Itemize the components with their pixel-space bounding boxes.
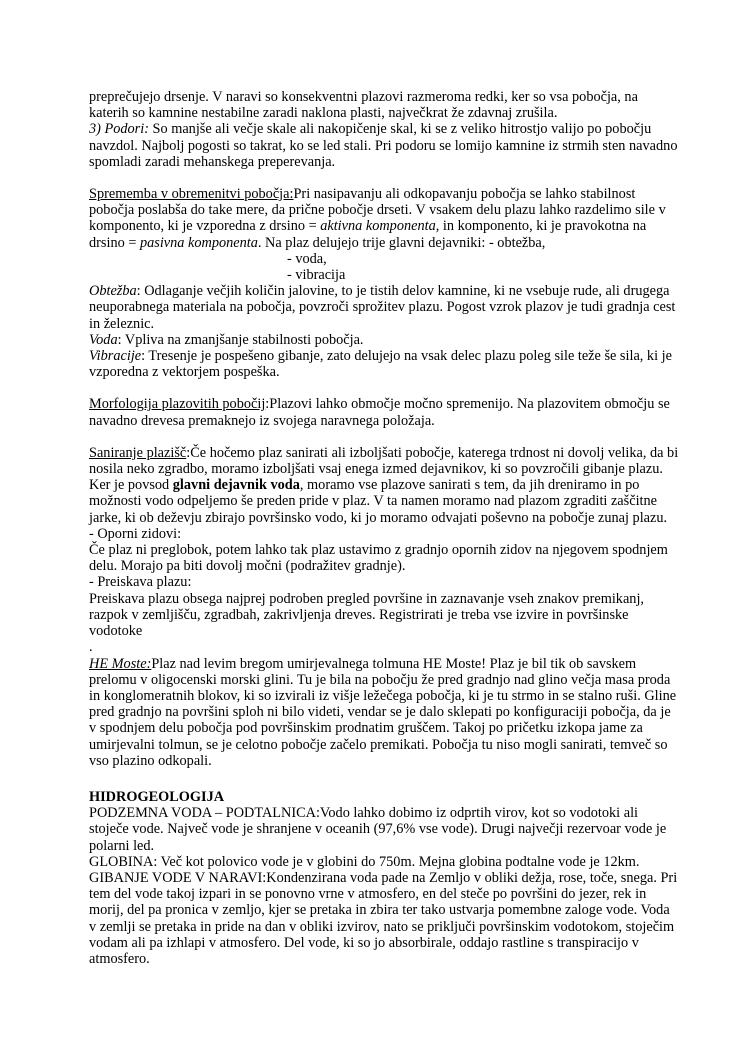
preiskava-label: - Preiskava plazu: bbox=[89, 574, 192, 591]
list-item-voda: - voda, bbox=[287, 250, 327, 267]
paragraph-podzemna-voda: PODZEMNA VODA – PODTALNICA:Vodo lahko dobimo iz odprtih virov, kot so vodotoki ali stoječe vode. Največ vode je shranjene v oceanih (97,6% vse vode). Drugi največji rezervoar vode je polarni led. bbox=[89, 805, 667, 854]
paragraph-globina: GLOBINA: Več kot polovico vode je v globini do 750m. Mejna globina podtalne vode je 12km. bbox=[89, 853, 640, 870]
paragraph-vibracije: Vibracije: Tresenje je pospešeno gibanje, zato delujejo na vsak delec plazu poleg sile teže še sila, ki je vzporedna z vektorjem pospeška. bbox=[89, 348, 672, 381]
paragraph-voda: Voda: Vpliva na zmanjšanje stabilnosti pobočja. bbox=[89, 331, 364, 348]
paragraph-saniranje: Saniranje plazišč:Če hočemo plaz sanirati ali izboljšati pobočje, katerega trdnost ni dovolj velika, da bi nosila neko zgradbo, moramo izboljšati vsaj enega izmed dejavnikov, ki so povzročili gibanje plazu. Ker je povsod glavni dejavnik voda, moramo vse plazove sanirati s tem, da jih dreniramo in po možnosti vodo odpeljemo še preden pride v plaz. V ta namen moramo nad plazom zgraditi zaščitne jarke, ki ob deževju zbirajo površinsko vodo, ki jo moramo odvajati poševno na pobočje zunaj plazu. bbox=[89, 444, 679, 526]
preiskava-text: Preiskava plazu obsega najprej podroben pregled površine in zaznavanje vseh znakov premikanj, razpok v zemljišču, zgradbah, zakrivljenja dreves. Registrirati je treba vse izvire in površinske vodotoke bbox=[89, 590, 644, 640]
oporni-zidovi-label: - Oporni zidovi: bbox=[89, 525, 182, 542]
paragraph-intro: preprečujejo drsenje. V naravi so konsekventni plazovi razmeroma redki, ker so vsa pobočja, na katerih so kamnine nestabilne zaradi naklona plasti, največkrat že zdavnaj zrušila. 3) Podori: So manjše ali večje skale ali nakopičenje skal, ki se z veliko hitrostjo valijo po pobočju navzdol. Najbolj pogosti so takrat, ko se led stali. Pri podoru se lomijo kamnine iz strmih sten navadno spomladi zaradi mehanskega preperevanja. bbox=[89, 89, 678, 170]
sprememba-heading: Sprememba v obremenitvi pobočja: bbox=[89, 186, 294, 203]
he-moste-heading: HE Moste: bbox=[89, 655, 152, 672]
oporni-zidovi-text: Če plaz ni preglobok, potem lahko tak plaz ustavimo z gradnjo opornih zidov na njegovem spodnjem delu. Morajo pa biti dovolj močni (podražitev gradnje). bbox=[89, 542, 668, 575]
paragraph-he-moste: HE Moste:Plaz nad levim bregom umirjevalnega tolmuna HE Moste! Plaz je bil tik ob savskem prelomu v oligocenski morski glini. Tu je bila na pobočju že pred gradnjo nad glino večja masa proda in konglomeratnih blokov, ki so izvirali iz višje ležečega pobočja, ki je tu strmo in se stalno ruši. Gline pred gradnjo na površini sploh ni bilo videti, vendar se je dalo sklepati po konfiguraciji pobočja, da je v spodnjem delu pobočja pod površinskim prodnatim gruščem. Takoj po pričetku izkopa jame za umirjevalni tolmun, se je celotno pobočje začelo premikati. Pobočja tu niso mogli sanirati, temveč so vso plazino odkopali. bbox=[89, 655, 677, 769]
paragraph-obtezba: Obtežba: Odlaganje večjih količin jalovine, to je tistih delov kamnine, ki ne vsebuje rude, ali drugega neuporabnega materiala na pobočja, povzroči sprožitev plazu. Pogost vzrok plazov je tudi gradnja cest in železnic. bbox=[89, 283, 676, 332]
podori-text: So manjše ali večje skale ali nakopičenje skal, ki se z veliko hitrostjo valijo po pobočju navzdol. Najbolj pogosti so takrat, ko se led stali. Pri podoru se lomijo kamnine iz strmih sten navadno spomladi zaradi mehanskega preperevanja. bbox=[89, 121, 678, 170]
paragraph-sprememba: Sprememba v obremenitvi pobočja:Pri nasipavanju ali odkopavanju pobočja se lahko stabilnost pobočja poslabša do take mere, da prične pobočje drseti. V vsakem delu plazu lahko razdelimo sile v komponento, ki je vzporedna z drsino = aktivna komponenta, in komponento, ki je pravokotna na drsino = pasivna komponenta. Na plaz delujejo trije glavni dejavniki: - obtežba, bbox=[89, 186, 666, 251]
list-item-vibracija: - vibracija bbox=[287, 267, 346, 284]
dot-line: . bbox=[89, 639, 93, 656]
saniranje-heading: Saniranje plazišč bbox=[89, 444, 187, 461]
podori-label: 3) Podori: bbox=[89, 121, 149, 138]
hidrogeologija-heading: HIDROGEOLOGIJA bbox=[89, 788, 225, 805]
paragraph-morfologija: Morfologija plazovitih pobočij:Plazovi lahko območje močno spremenijo. Na plazovitem območju se navadno drevesa premaknejo iz svojega naravnega položaja. bbox=[89, 396, 670, 429]
morfologija-heading: Morfologija plazovitih pobočij bbox=[89, 396, 266, 413]
paragraph-gibanje-vode: GIBANJE VODE V NARAVI:Kondenzirana voda pade na Zemljo v obliki dežja, rose, toče, snega. Pri tem del vode takoj izpari in se ponovno vrne v atmosfero, en del steče po površini do jezer, rek in morij, del pa pronica v zemljo, kjer se pretaka in zbira ter tako ustvarja pomembne zaloge vode. Voda v zemlji se pretaka in pride na dan v obliki izvirov, nato se priključi površinskim vodotokom, stoječim vodam ali pa izhlapi v atmosfero. Del vode, ki so jo absorbirale, oddajo rastline s transpiracijo v atmosfero. bbox=[89, 869, 678, 967]
